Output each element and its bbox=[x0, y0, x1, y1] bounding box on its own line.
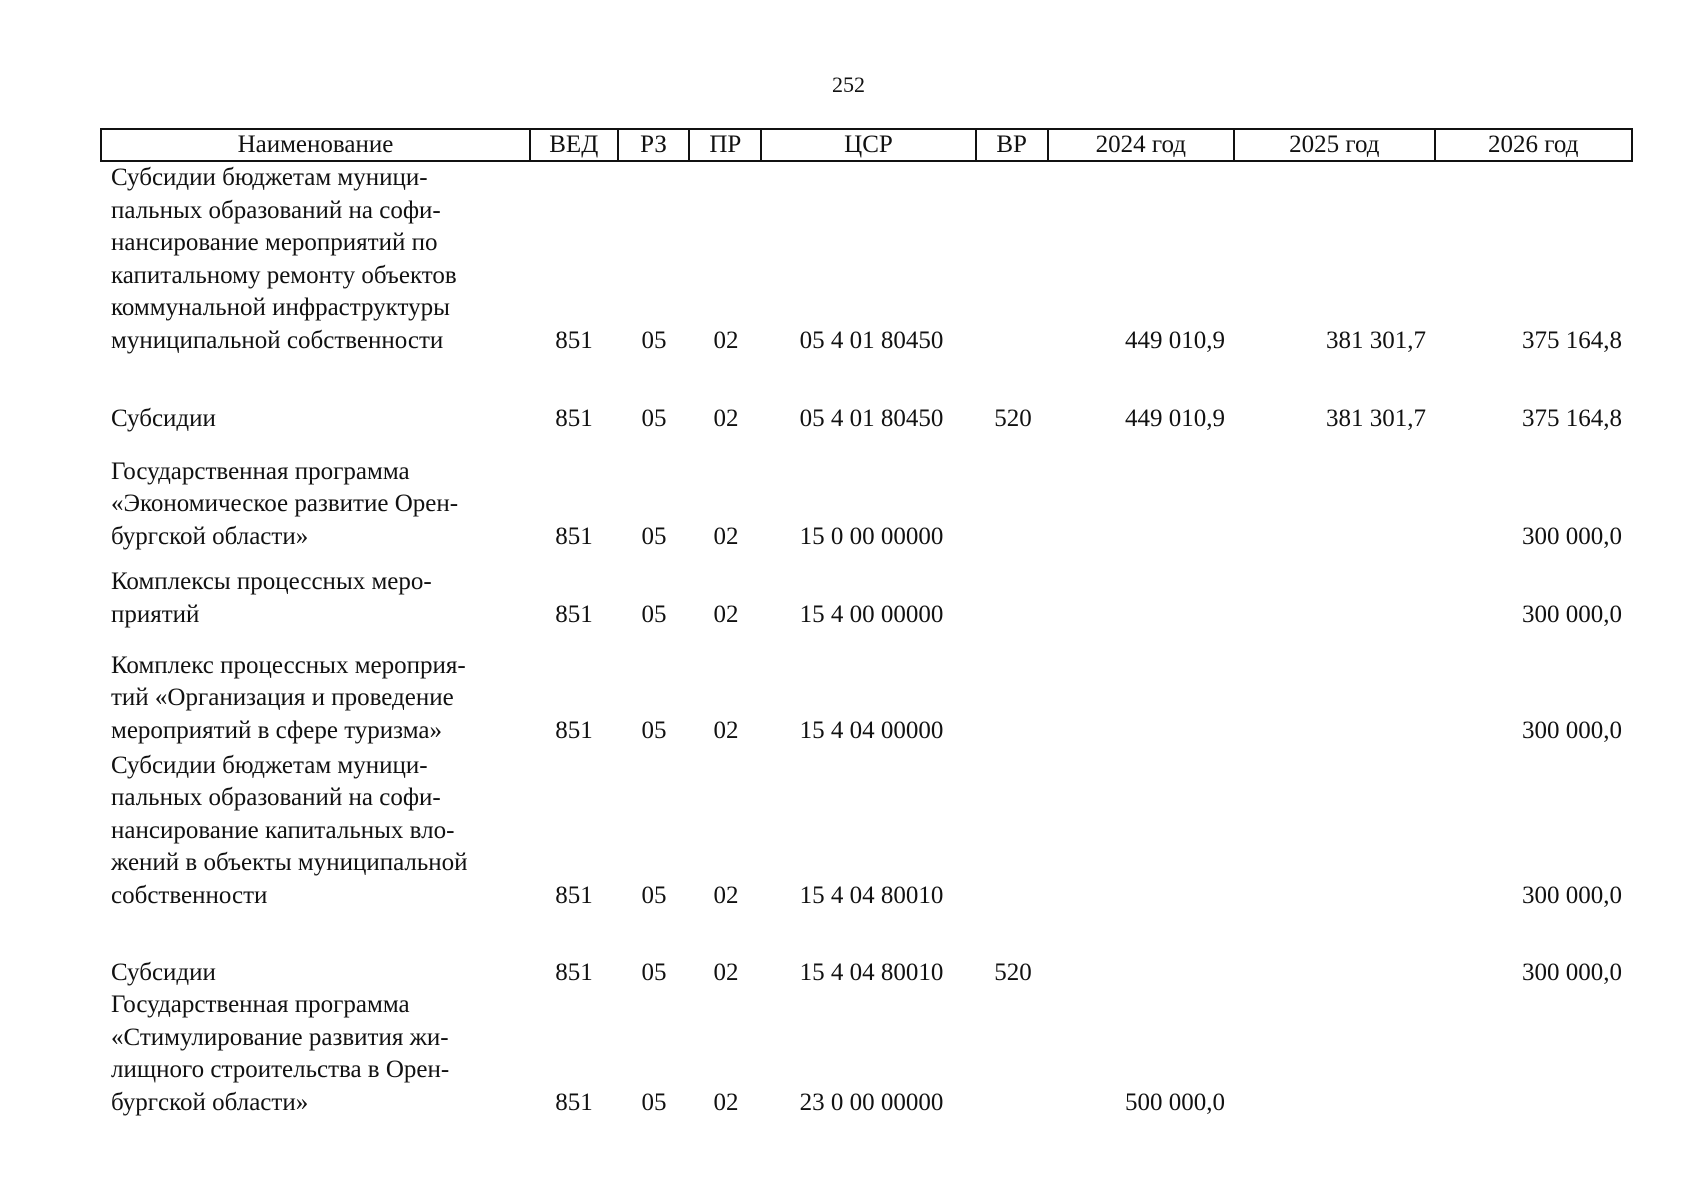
row-name: Субсидии бюджетам муници- пальных образований на софи- нансирование капитальных вло- жений в объекты муниципальной собственности bbox=[111, 751, 468, 909]
row-rz: 05 bbox=[641, 522, 667, 550]
row-2026: 300 000,0 bbox=[1522, 881, 1622, 909]
row-vr: 520 bbox=[994, 404, 1032, 432]
table-row bbox=[100, 162, 1633, 357]
table-row bbox=[100, 989, 1633, 1119]
row-ved: 851 bbox=[555, 522, 593, 550]
row-name: Комплексы процессных меро- приятий bbox=[111, 568, 432, 628]
row-rz: 05 bbox=[641, 958, 667, 986]
row-ved: 851 bbox=[555, 716, 593, 744]
row-csr: 05 4 01 80450 bbox=[799, 326, 944, 354]
row-pr: 02 bbox=[713, 404, 739, 432]
row-2026: 300 000,0 bbox=[1522, 958, 1622, 986]
row-2026: 300 000,0 bbox=[1522, 716, 1622, 744]
row-csr: 15 4 04 00000 bbox=[799, 716, 944, 744]
row-2024: 449 010,9 bbox=[1125, 404, 1225, 432]
header-rz: РЗ bbox=[619, 130, 691, 160]
row-csr: 15 4 00 00000 bbox=[799, 600, 944, 628]
table-row bbox=[100, 912, 1633, 989]
row-rz: 05 bbox=[641, 716, 667, 744]
row-ved: 851 bbox=[555, 1088, 593, 1116]
row-pr: 02 bbox=[713, 1088, 739, 1116]
header-ved: ВЕД bbox=[531, 130, 619, 160]
table-row bbox=[100, 553, 1633, 631]
table-row bbox=[100, 357, 1633, 435]
header-csr: ЦСР bbox=[762, 130, 976, 160]
row-csr: 15 4 04 80010 bbox=[799, 958, 944, 986]
row-pr: 02 bbox=[713, 326, 739, 354]
header-2026: 2026 год bbox=[1488, 131, 1579, 158]
table-header bbox=[100, 128, 1633, 162]
row-pr: 02 bbox=[713, 958, 739, 986]
row-csr: 05 4 01 80450 bbox=[799, 404, 944, 432]
row-name: Комплекс процессных мероприя- тий «Организация и проведение мероприятий в сфере туризма» bbox=[111, 651, 466, 744]
header-name: Наименование bbox=[102, 130, 531, 160]
row-2026: 375 164,8 bbox=[1522, 404, 1622, 432]
row-rz: 05 bbox=[641, 600, 667, 628]
row-2025: 381 301,7 bbox=[1326, 404, 1426, 432]
row-2024: 500 000,0 bbox=[1125, 1088, 1225, 1116]
row-2025: 381 301,7 bbox=[1326, 326, 1426, 354]
row-name: Государственная программа «Экономическое развитие Орен- бургской области» bbox=[111, 457, 459, 550]
row-2026: 300 000,0 bbox=[1522, 522, 1622, 550]
page-number: 252 bbox=[832, 72, 865, 97]
row-csr: 15 0 00 00000 bbox=[799, 522, 944, 550]
row-pr: 02 bbox=[713, 716, 739, 744]
row-csr: 23 0 00 00000 bbox=[799, 1088, 944, 1116]
row-rz: 05 bbox=[641, 326, 667, 354]
table-row bbox=[100, 747, 1633, 912]
header-2025: 2025 год bbox=[1235, 130, 1435, 160]
header-pr: ПР bbox=[690, 130, 762, 160]
row-rz: 05 bbox=[641, 404, 667, 432]
header-2024: 2024 год bbox=[1049, 130, 1236, 160]
row-csr: 15 4 04 80010 bbox=[799, 881, 944, 909]
row-pr: 02 bbox=[713, 522, 739, 550]
row-vr: 520 bbox=[994, 958, 1032, 986]
row-ved: 851 bbox=[555, 958, 593, 986]
row-rz: 05 bbox=[641, 881, 667, 909]
row-name: Субсидии bbox=[111, 404, 216, 432]
row-name: Субсидии бюджетам муници- пальных образований на софи- нансирование мероприятий по капитальному ремонту объектов коммунальной инфраструктуры муниципальной собственности bbox=[111, 164, 457, 354]
row-ved: 851 bbox=[555, 881, 593, 909]
row-rz: 05 bbox=[641, 1088, 667, 1116]
table-row bbox=[100, 435, 1633, 553]
row-ved: 851 bbox=[555, 600, 593, 628]
row-name: Субсидии bbox=[111, 958, 216, 986]
row-ved: 851 bbox=[555, 404, 593, 432]
row-ved: 851 bbox=[555, 326, 593, 354]
header-vr: ВР bbox=[977, 130, 1049, 160]
row-2026: 300 000,0 bbox=[1522, 600, 1622, 628]
table-row bbox=[100, 631, 1633, 747]
row-pr: 02 bbox=[713, 881, 739, 909]
row-name: Государственная программа «Стимулирование развития жи- лищного строительства в Орен- бургской области» bbox=[111, 991, 450, 1116]
row-2024: 449 010,9 bbox=[1125, 326, 1225, 354]
row-2026: 375 164,8 bbox=[1522, 326, 1622, 354]
row-pr: 02 bbox=[713, 600, 739, 628]
table-body bbox=[100, 162, 1633, 1119]
